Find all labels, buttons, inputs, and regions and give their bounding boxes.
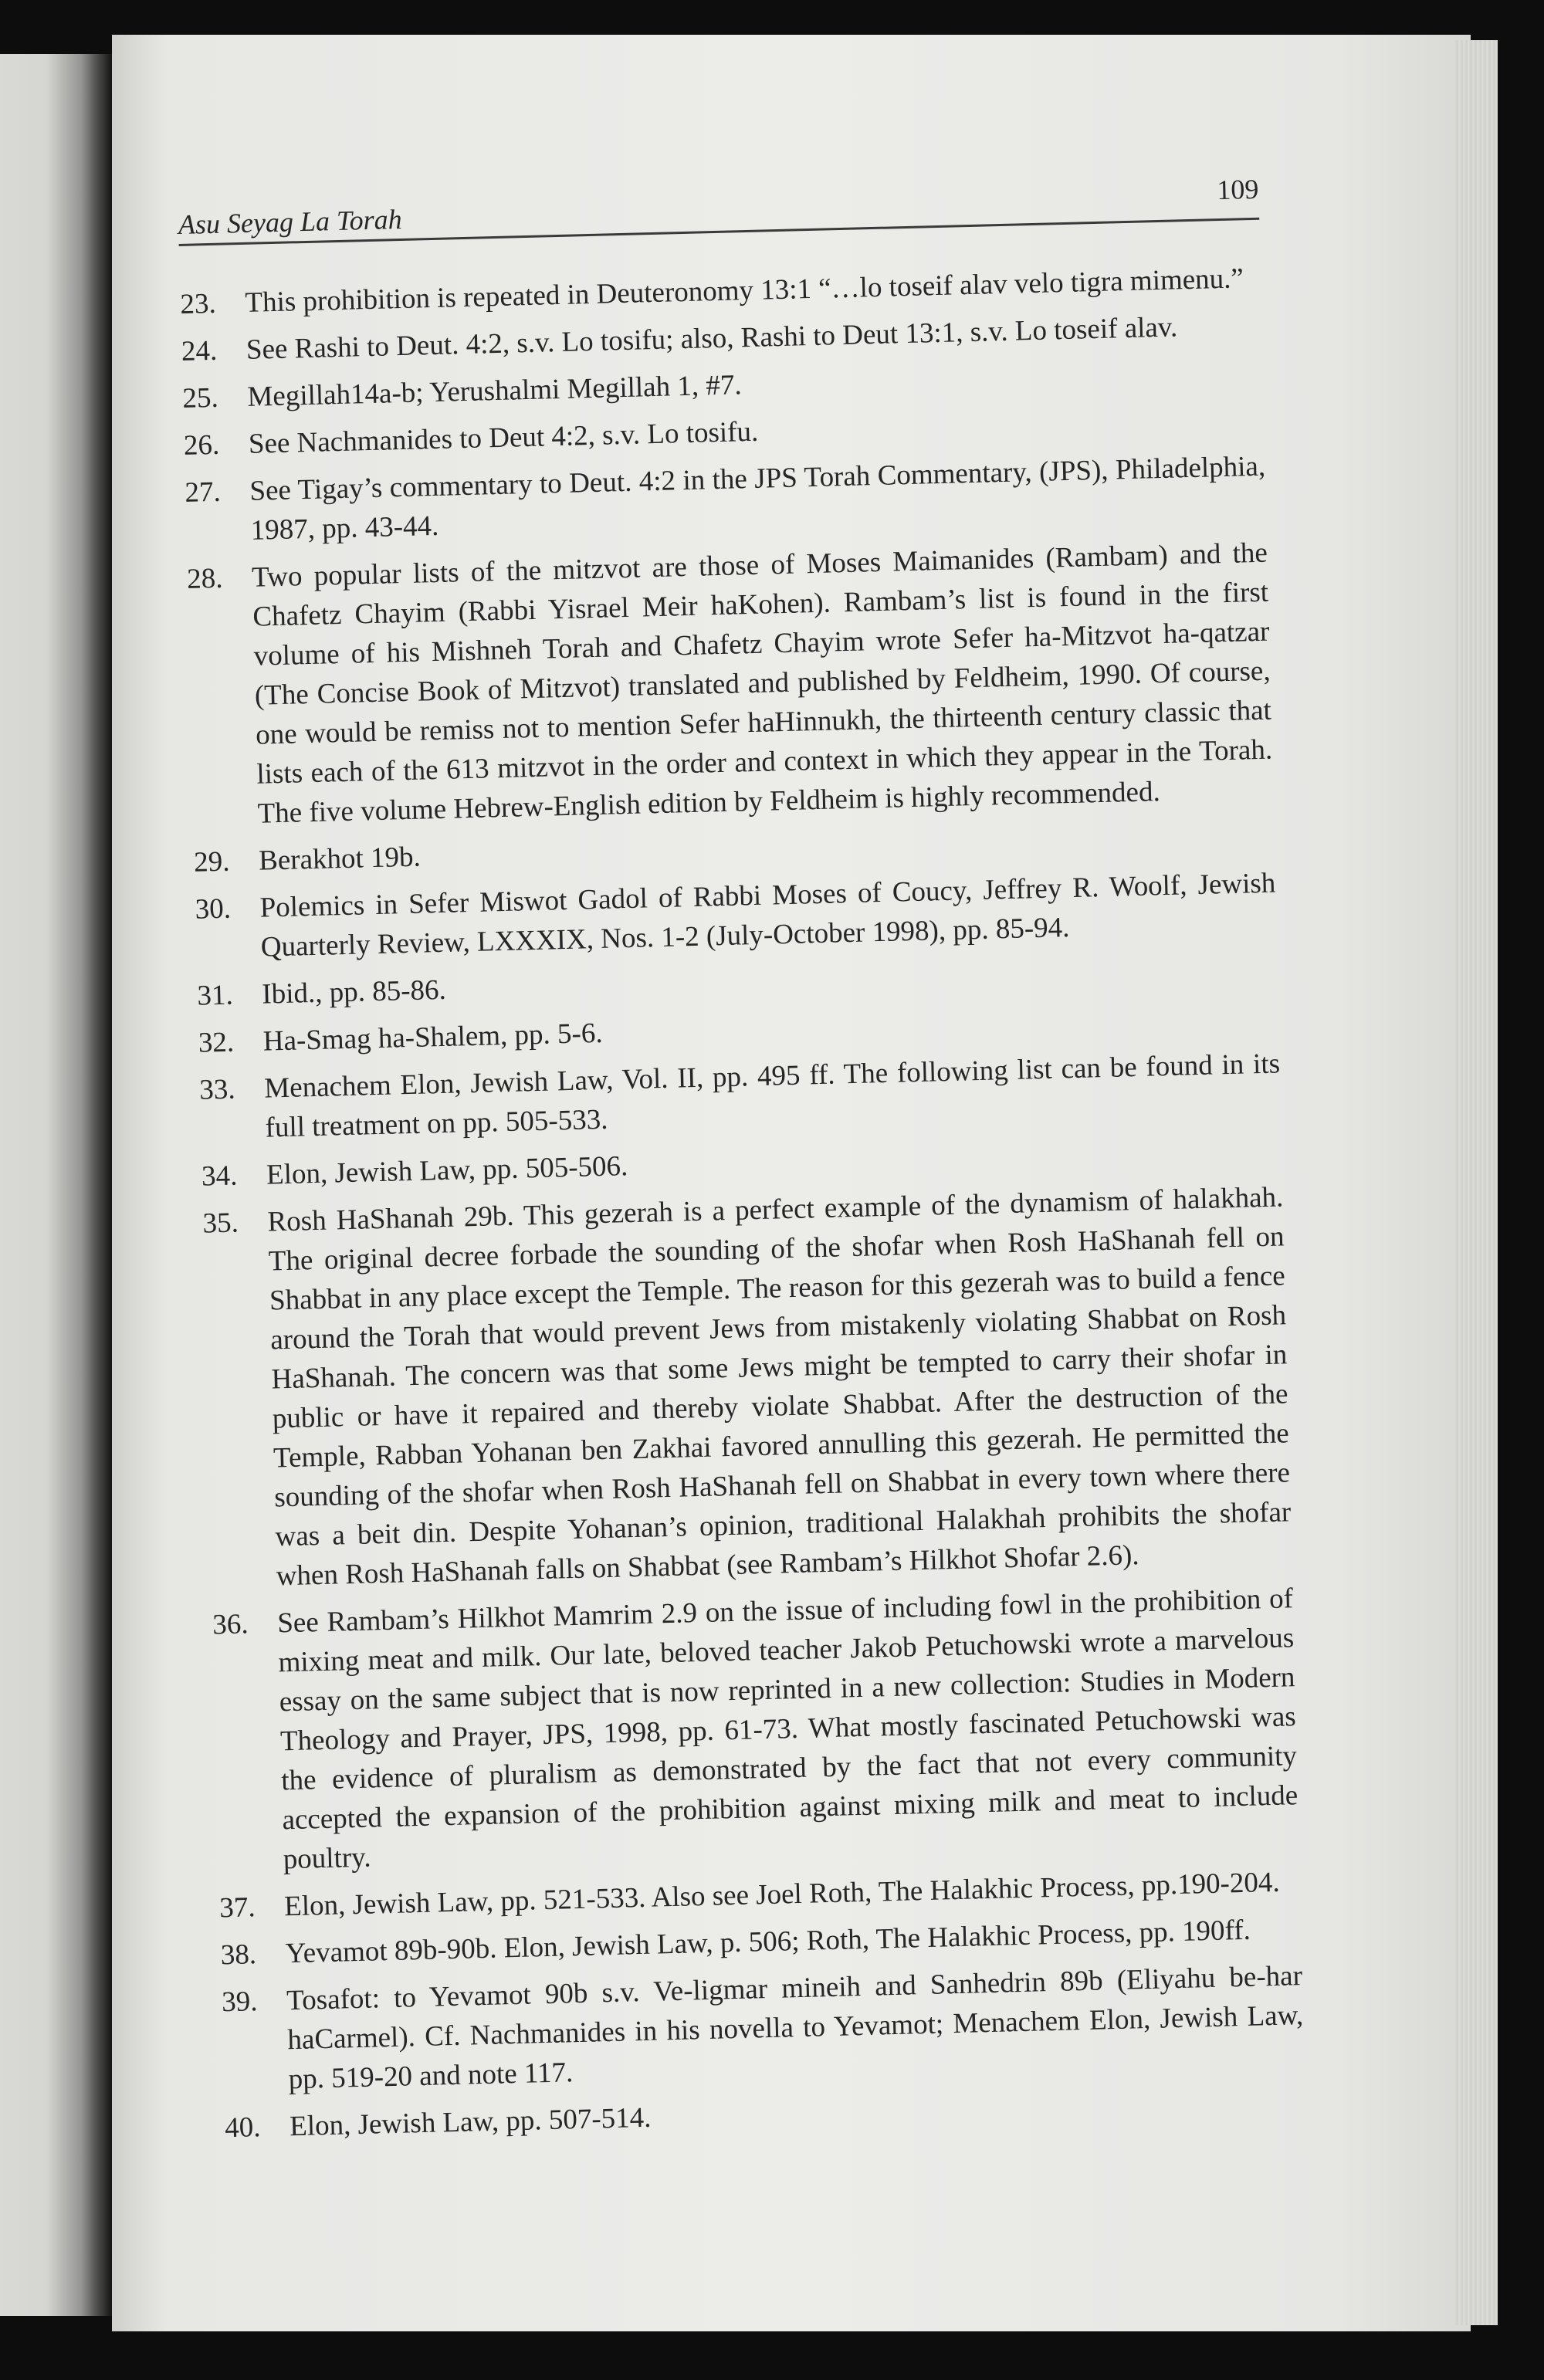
note-number: 24. (181, 334, 218, 367)
note-text: Elon, Jewish Law, pp. 507-514. (289, 2101, 652, 2143)
note-text: This prohibition is repeated in Deuteronomy 13:1 “…lo toseif alav velo tigra mimenu.” (245, 262, 1244, 319)
note-text: Megillah14a-b; Yerushalmi Megillah 1, #7. (246, 369, 743, 413)
note-text: Ibid., pp. 85-86. (261, 973, 447, 1011)
note-text: Elon, Jewish Law, pp. 521-533. Also see Joel Roth, The Halakhic Process, pp.190-204. (283, 1866, 1281, 1923)
page-stack-edge (1455, 40, 1498, 2325)
note-number: 31. (196, 979, 234, 1012)
note-text: Berakhot 19b. (258, 841, 422, 877)
note-text: Rosh HaShanah 29b. This gezerah is a perfect example of the dynamism of halakhah. The original decree forbade the sounding of the shofar when Rosh HaShanah fell on Shabbat in any place except the Temple. The reason for this gezerah was to build a fence around the Torah that would prevent Jews from mistakenly violating Shabbat on Rosh HaShanah. The concern was that some Jews might be tempted to carry their shofar in public or have it repaired and thereby violate Shabbat. After the destruction of the Temple, Rabban Yohanan ben Zakhai favored annulling this gezerah. He permitted the sounding of the shofar when Rosh HaShanah fell on Shabbat in every town where there was a beit din. Despite Yohanan’s opinion, traditional Halakhah prohibits the shofar when Rosh HaShanah falls on Shabbat (see Rambam’s Hilkhot Shofar 2.6). (267, 1181, 1292, 1593)
note-text: Ha-Smag ha-Shalem, pp. 5-6. (262, 1017, 604, 1058)
note-text: Elon, Jewish Law, pp. 505-506. (266, 1150, 628, 1191)
note-number: 38. (220, 1938, 257, 1972)
spine-shadow (46, 54, 116, 2316)
note-number: 35. (202, 1207, 239, 1240)
note-number: 39. (221, 1986, 259, 2019)
endnotes-list (180, 259, 1306, 2148)
note-text: Polemics in Sefer Miswot Gadol of Rabbi Moses of Coucy, Jeffrey R. Woolf, Jewish Quarterly Review, LXXXIX, Nos. 1-2 (July-October 1998), pp. 85-94. (259, 867, 1276, 963)
page-number: 109 (1216, 173, 1259, 206)
note-number: 40. (224, 2111, 262, 2145)
page-content (178, 167, 1306, 2155)
endnote-35 (202, 1177, 1292, 1597)
note-number: 28. (186, 562, 223, 595)
endnote-33 (199, 1044, 1282, 1149)
note-number: 36. (212, 1608, 249, 1641)
note-text: See Nachmanides to Deut 4:2, s.v. Lo tosifu. (248, 415, 759, 460)
note-number: 27. (184, 476, 222, 509)
note-number: 23. (180, 287, 217, 320)
note-number: 34. (201, 1160, 238, 1193)
note-text: See Rashi to Deut. 4:2, s.v. Lo tosifu; also, Rashi to Deut 13:1, s.v. Lo toseif alav. (245, 311, 1178, 366)
note-number: 33. (198, 1073, 236, 1106)
endnote-36 (212, 1579, 1299, 1881)
note-text: See Rambam’s Hilkhot Mamrim 2.9 on the issue of including fowl in the prohibition of mixing meat and milk. Our late, beloved teacher Jakob Petuchowski wrote a marvelous essay on the same subject that is now reprinted in a new collection: Studies in Modern Theology and Prayer, JPS, 1998, pp. 61-73. What mostly fascinated Petuchowski was the evidence of pluralism as demonstrated by the fact that not every community accepted the expansion of the prohibition against mixing milk and meat to include poultry. (276, 1583, 1299, 1876)
note-text: See Tigay’s commentary to Deut. 4:2 in the JPS Torah Commentary, (JPS), Philadelphia, 1987, pp. 43-44. (249, 450, 1266, 547)
note-text: Tosafot: to Yevamot 90b s.v. Ve-ligmar mineih and Sanhedrin 89b (Eliyahu be-har haCarmel). Cf. Nachmanides in his novella to Yevamot; Menachem Elon, Jewish Law, pp. 519-20 and note 117. (286, 1960, 1304, 2096)
note-number: 30. (195, 892, 232, 926)
note-number: 29. (193, 845, 230, 879)
note-text: Two popular lists of the mitzvot are those of Moses Maimanides (Rambam) and the Chafetz Chayim (Rabbi Yisrael Meir haKohen). Rambam’s list is found in the first volume of his Mishneh Torah and Chafetz Chayim wrote Sefer ha-Mitzvot ha-qatzar (The Concise Book of Mitzvot) translated and published by Feldheim, 1990. Of course, one would be remiss not to mention Sefer haHinnukh, the thirteenth century classic that lists each of the 613 mitzvot in the order and context in which they appear in the Torah. The five volume Hebrew-English edition by Feldheim is highly recommended. (251, 537, 1273, 830)
note-number: 32. (198, 1026, 235, 1059)
endnote-28 (187, 533, 1274, 835)
note-number: 25. (182, 381, 219, 415)
endnote-39 (222, 1956, 1305, 2101)
note-number: 26. (183, 428, 220, 462)
note-text: Menachem Elon, Jewish Law, Vol. II, pp. 495 ff. The following list can be found in its full treatment on pp. 505-533. (263, 1048, 1281, 1144)
note-number: 37. (218, 1891, 256, 1925)
endnote-30 (195, 864, 1277, 969)
endnote-27 (185, 447, 1267, 552)
running-title: Asu Seyag La Torah (178, 203, 403, 240)
note-text: Yevamot 89b-90b. Elon, Jewish Law, p. 506; Roth, The Halakhic Process, pp. 190ff. (285, 1914, 1251, 1970)
